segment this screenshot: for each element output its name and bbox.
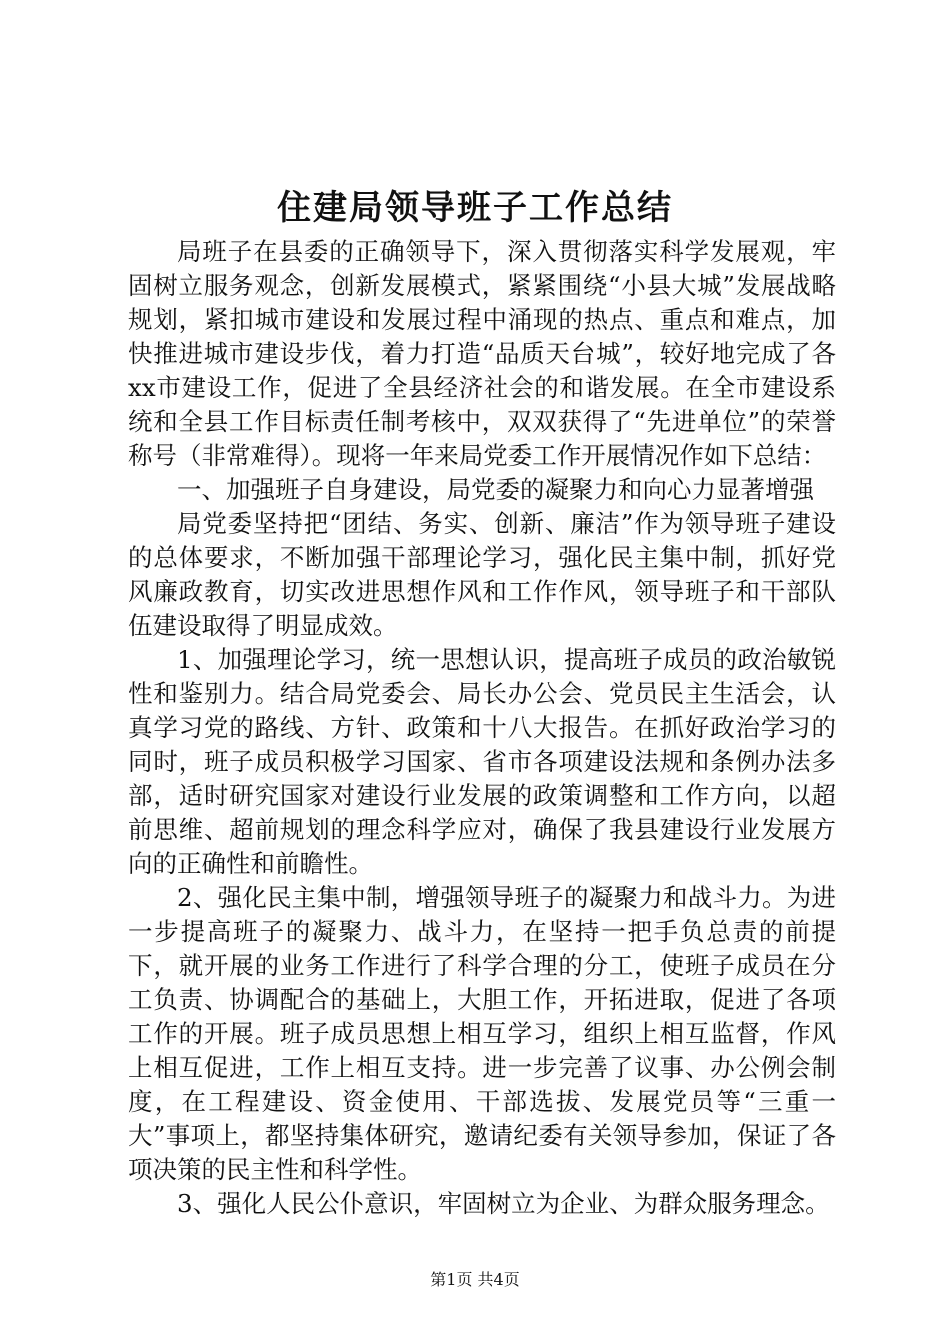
- document-title: 住建局领导班子工作总结: [277, 188, 673, 228]
- paragraph-intro: 局班子在县委的正确领导下，深入贯彻落实科学发展观，牢固树立服务观念，创新发展模式，紧紧围绕“小县大城”发展战略规划，紧扣城市建设和发展过程中涌现的热点、重点和难点，加快推进城市建设步伐，着力打造“品质天台城”，较好地完成了各xx市建设工作，促进了全县经济社会的和谐发展。在全市建设系统和全县工作目标责任制考核中，双双获得了“先进单位”的荣誉称号（非常难得）。现将一年来局党委工作开展情况作如下总结：: [128, 237, 836, 470]
- paragraph-section-1: 局党委坚持把“团结、务实、创新、廉洁”作为领导班子建设的总体要求，不断加强干部理论学习，强化民主集中制，抓好党风廉政教育，切实改进思想作风和工作作风，领导班子和干部队伍建设取得了明显成效。: [128, 509, 836, 640]
- paragraph-item-2: 2、强化民主集中制，增强领导班子的凝聚力和战斗力。为进一步提高班子的凝聚力、战斗力，在坚持一把手负总责的前提下，就开展的业务工作进行了科学合理的分工，使班子成员在分工负责、协调配合的基础上，大胆工作，开拓进取，促进了各项工作的开展。班子成员思想上相互学习，组织上相互监督，作风上相互促进，工作上相互支持。进一步完善了议事、办公例会制度，在工程建设、资金使用、干部选拔、发展党员等“三重一大”事项上，都坚持集体研究，邀请纪委有关领导参加，保证了各项决策的民主性和科学性。: [128, 883, 836, 1184]
- section-heading-1: 一、加强班子自身建设，局党委的凝聚力和向心力显著增强: [177, 475, 814, 504]
- page-footer: 第1页 共4页: [430, 1270, 520, 1289]
- paragraph-item-1: 1、加强理论学习，统一思想认识，提高班子成员的政治敏锐性和鉴别力。结合局党委会、局长办公会、党员民主生活会，认真学习党的路线、方针、政策和十八大报告。在抓好政治学习的同时，班子成员积极学习国家、省市各项建设法规和条例办法多部，适时研究国家对建设行业发展的政策调整和工作方向，以超前思维、超前规划的理念科学应对，确保了我县建设行业发展方向的正确性和前瞻性。: [128, 645, 836, 878]
- document-body: [128, 235, 836, 1221]
- paragraph-item-3: 3、强化人民公仆意识，牢固树立为企业、为群众服务理念。: [177, 1189, 830, 1218]
